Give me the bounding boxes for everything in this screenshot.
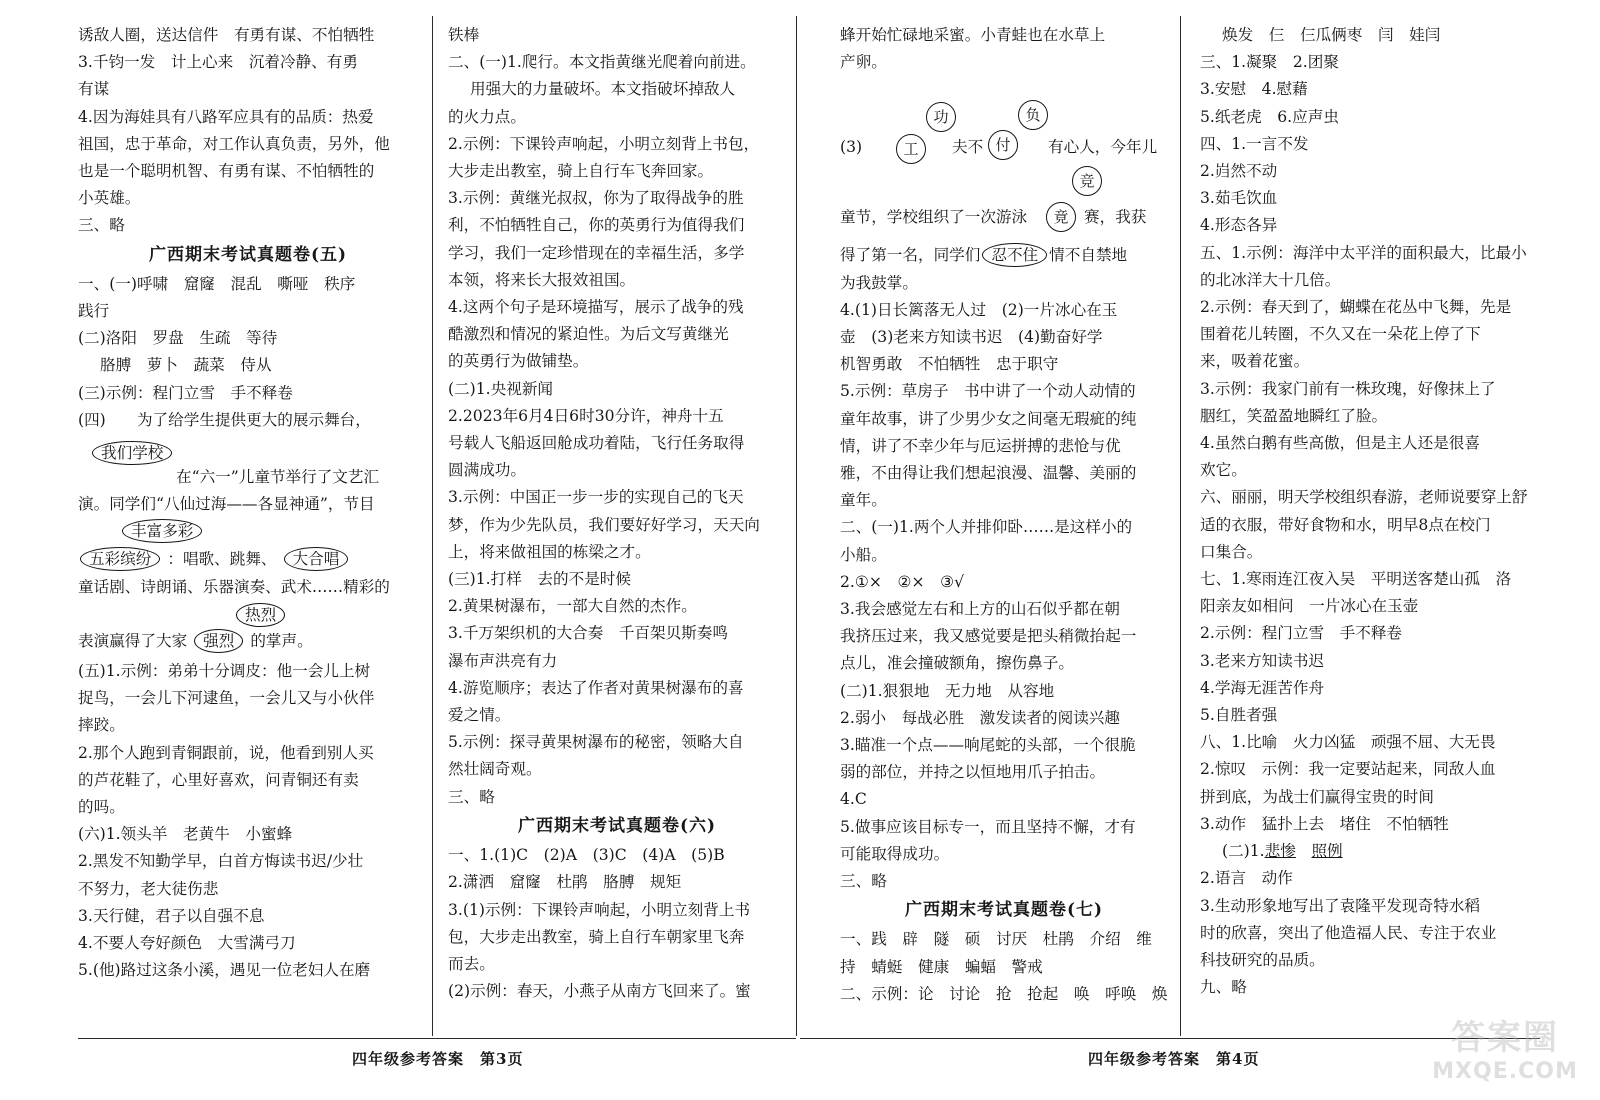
- answer-line: 4.因为海娃具有八路军应具有的品质：热爱: [78, 107, 374, 126]
- underlined-word-2: 照例: [1311, 842, 1343, 861]
- answer-line: 的北冰洋大十几倍。: [1200, 270, 1341, 289]
- answer-line: 而去。: [448, 954, 495, 973]
- bubble-cannot-help: 忍不住: [982, 243, 1047, 267]
- col2-block-b: [448, 842, 786, 1005]
- answer-line: 3.我会感觉左右和上方的山石似乎都在朝: [840, 600, 1120, 619]
- answer-line: 蜂开始忙碌地采蜜。小青蛙也在水草上: [840, 26, 1106, 44]
- answer-line: 利，不怕牺牲自己，你的英勇行为值得我们: [448, 216, 745, 235]
- answer-line: 我挤压过来，我又感觉要是把头稍微抬起一: [840, 627, 1137, 646]
- answer-line: 2.①× ②× ③√: [840, 572, 965, 591]
- answer-line: 的芦花鞋了，心里好喜欢，问青铜还有卖: [78, 770, 359, 789]
- answer-line: 5.做事应该目标专一，而且坚持不懈，才有: [840, 817, 1136, 836]
- diagram3-label: (3): [840, 138, 863, 157]
- answer-line: 学习，我们一定珍惜现在的幸福生活，多学: [448, 243, 745, 262]
- bottom-rule-right: [800, 1038, 1540, 1039]
- answer-line: 一、1.(1)C (2)A (3)C (4)A (5)B: [448, 846, 725, 865]
- answer-line: 口集合。: [1200, 542, 1263, 561]
- answer-line: 胳膊 萝卜 蔬菜 侍从: [100, 356, 272, 375]
- answer-line: (二)1.狠狠地 无力地 从容地: [840, 681, 1055, 700]
- exam-title-6: 广西期末考试真题卷(六): [517, 815, 717, 836]
- answer-line: 拼到底，为战士们赢得宝贵的时间: [1200, 787, 1434, 806]
- answer-line: 诱敌人圈，送达信件 有勇有谋、不怕牺牲: [78, 26, 375, 44]
- answer-line: 酷激烈和情况的紧迫性。为后文写黄继光: [448, 325, 729, 344]
- answer-line: 适的衣服，带好食物和水，明早8点在校门: [1200, 515, 1491, 534]
- answer-line: 童年故事，讲了少男少女之间毫无瑕疵的纯: [840, 409, 1137, 428]
- circle-jing-2: 竟: [1046, 202, 1076, 232]
- answer-column-3: [840, 22, 1168, 1008]
- answer-line: 二、(一)1.两个人并排仰卧……是这样小的: [840, 518, 1133, 537]
- diagram1-line3-tail: ：唱歌、跳舞、: [167, 550, 277, 569]
- answer-line: (三)1.打样 去的不是时候: [448, 570, 631, 589]
- answer-line: 雅，不由得让我们想起浪漫、温馨、美丽的: [840, 464, 1137, 483]
- answer-line: 点儿，准会撞破额角，擦伤鼻子。: [840, 654, 1074, 673]
- revision-diagram-1: [78, 434, 418, 602]
- center-fold-divider: [796, 16, 797, 1036]
- answer-line: 2.2023年6月4日6时30分许，神舟十五: [448, 406, 724, 425]
- diagram3-line3-head: 得了第一名，同学们: [840, 246, 981, 265]
- answer-line: 四、1.一言不发: [1200, 134, 1309, 153]
- exam-title-5: 广西期末考试真题卷(五): [148, 244, 348, 265]
- answer-line: (2)示例：春天，小燕子从南方飞回来了。蜜: [448, 982, 751, 1001]
- diagram3-tail1: 有心人，今年儿: [1048, 138, 1158, 157]
- answer-line: 的吗。: [78, 798, 125, 817]
- bubble-chorus: 大合唱: [284, 547, 349, 571]
- answer-line: 欢它。: [1200, 461, 1247, 480]
- answer-line: 来，吸着花蜜。: [1200, 352, 1310, 371]
- answer-line: 5.(他)路过这条小溪，遇见一位老妇人在磨: [78, 961, 371, 980]
- answer-line: 围着花儿转圈，不久又在一朵花上停了下: [1200, 325, 1481, 344]
- answer-line: (六)1.领头羊 老黄牛 小蜜蜂: [78, 825, 293, 844]
- column-divider-1: [432, 16, 433, 1036]
- underlined-line-head: (二)1.: [1222, 842, 1265, 861]
- bottom-rule-left: [78, 1038, 796, 1039]
- answer-line: 八、1.比喻 火力凶猛 顽强不屈、大无畏: [1200, 733, 1496, 752]
- circle-jing: 竞: [1072, 166, 1102, 196]
- answer-line: 2.语言 动作: [1200, 869, 1293, 888]
- answer-line: 2.那个人跑到青铜跟前，说，他看到别人买: [78, 743, 374, 762]
- answer-line: 胭红，笑盈盈地瞬红了脸。: [1200, 406, 1388, 425]
- answer-line: 号载人飞船返回舱成功着陆，飞行任务取得: [448, 434, 745, 453]
- revision-diagram-3: [840, 76, 1168, 242]
- answer-line: 也是一个聪明机智、有勇有谋、不怕牺牲的: [78, 162, 375, 181]
- diagram3-line3-tail: 情不自禁地: [1049, 246, 1128, 265]
- exam-title-7: 广西期末考试真题卷(七): [904, 900, 1104, 921]
- diagram3-mid: 夫不: [952, 138, 984, 157]
- answer-line: 铁棒: [448, 26, 480, 44]
- answer-line: 4.这两个句子是环境描写，展示了战争的残: [448, 298, 744, 317]
- answer-line: 小船。: [840, 545, 887, 564]
- answer-line: 壶 (3)老来方知读书迟 (4)勤奋好学: [840, 328, 1103, 347]
- answer-line: 2.示例：春天到了，蝴蝶在花丛中飞舞，先是: [1200, 298, 1512, 317]
- answer-line: 爱之情。: [448, 706, 511, 725]
- answer-line: 的火力点。: [448, 107, 526, 126]
- answer-line: 2.惊叹 示例：我一定要站起来，同敌人血: [1200, 760, 1496, 779]
- answer-line: 情，讲了不幸少年与厄运拼搏的悲怆与优: [840, 436, 1121, 455]
- answer-line: 2.示例：程门立雪 手不释卷: [1200, 624, 1403, 643]
- answer-line: 五、1.示例：海洋中太平洋的面积最大，比最小: [1200, 243, 1527, 262]
- answer-line: 本领，将来长大报效祖国。: [448, 270, 636, 289]
- answer-line: 用强大的力量破坏。本文指破坏掉敌人: [470, 80, 736, 99]
- answer-line: 可能取得成功。: [840, 844, 950, 863]
- answer-line: (三)示例：程门立雪 手不释卷: [78, 383, 293, 402]
- diagram3-line2-tail: 赛，我获: [1084, 208, 1147, 227]
- underlined-word-1: 悲惨: [1264, 842, 1296, 861]
- col4-block-a: [1200, 22, 1530, 838]
- answer-line: 三、1.凝聚 2.团聚: [1200, 53, 1339, 72]
- watermark-logo: [1430, 1010, 1580, 1090]
- answer-line: 3.千钧一发 计上心来 沉着冷静、有勇: [78, 53, 358, 72]
- answer-column-4: [1200, 22, 1530, 1001]
- circle-work: 工: [896, 134, 926, 164]
- answer-line: 4.游览顺序；表达了作者对黄果树瀑布的喜: [448, 678, 744, 697]
- answer-line: 3.安慰 4.慰藉: [1200, 80, 1308, 99]
- bubble-strong: 强烈: [194, 629, 243, 653]
- answer-line: 4.学海无涯苦作舟: [1200, 678, 1325, 697]
- col3-block-a: [840, 22, 1168, 76]
- underlined-answer-line: [1200, 838, 1530, 865]
- diagram3-line3: [840, 242, 1168, 269]
- answer-line: 九、略: [1200, 978, 1247, 997]
- bubble-rich-colorful: 丰富多彩: [122, 519, 202, 543]
- answer-line: 2.潇洒 窟窿 杜鹃 胳膊 规矩: [448, 873, 682, 892]
- section-omitted-2: 三、略: [448, 787, 495, 806]
- diagram3-line2-head: 童节，学校组织了一次游泳: [840, 208, 1028, 227]
- bubble-warm: 热烈: [236, 603, 285, 627]
- answer-line: 3.生动形象地写出了袁隆平发现奇特水稻: [1200, 896, 1480, 915]
- diagram1-line5-tail: 的掌声。: [250, 632, 313, 651]
- diagram1-line2: 演。同学们“八仙过海——各显神通”，节目: [78, 495, 375, 514]
- answer-line: 童年。: [840, 491, 887, 510]
- answer-line: 2.岿然不动: [1200, 162, 1278, 181]
- answer-line: 3.天行健，君子以自强不息: [78, 906, 265, 925]
- answer-column-1: [78, 22, 418, 984]
- answer-line: 弱的部位，并持之以恒地用爪子拍击。: [840, 763, 1106, 782]
- answer-line: 5.示例：探寻黄果树瀑布的秘密，领略大自: [448, 733, 744, 752]
- answer-line: 有谋: [78, 80, 110, 99]
- column-divider-3: [1180, 16, 1181, 1036]
- answer-line: 3.瞄准一个点——响尾蛇的头部，一个很脆: [840, 736, 1136, 755]
- answer-line: 梦，作为少先队员，我们要好好学习，天天向: [448, 515, 760, 534]
- answer-line: 2.弱小 每战必胜 激发读者的阅读兴趣: [840, 708, 1120, 727]
- col4-block-b: [1200, 865, 1530, 1001]
- col3-block-b: [840, 297, 1168, 868]
- answer-line: 践行: [78, 302, 110, 321]
- watermark-logo-text: 答案圈: [1451, 1018, 1559, 1058]
- answer-line: 机智勇敢 不怕牺牲 忠于职守: [840, 355, 1059, 374]
- answer-line: 3.茹毛饮血: [1200, 189, 1278, 208]
- answer-line: (二)1.央视新闻: [448, 379, 554, 398]
- answer-line: 3.示例：黄继光叔叔，你为了取得战争的胜: [448, 189, 744, 208]
- answer-line: 5.示例：草房子 书中讲了一个动人动情的: [840, 382, 1136, 401]
- answer-line: 3.示例：中国正一步一步的实现自己的飞天: [448, 488, 744, 507]
- answer-line: 包，大步走出教室，骑上自行车朝家里飞奔: [448, 927, 745, 946]
- diagram1-line4: 童话剧、诗朗诵、乐器演奏、武术……精彩的: [78, 578, 390, 597]
- answer-column-2: [448, 22, 786, 1005]
- answer-line: 祖国，忠于革命，对工作认真负责，另外，他: [78, 134, 390, 153]
- answer-line: 二、(一)1.爬行。本文指黄继光爬着向前进。: [448, 53, 756, 72]
- watermark-url: MXQE.COM: [1432, 1059, 1578, 1084]
- answer-line: 一、践 辟 隧 硕 讨厌 杜鹃 介绍 维: [840, 930, 1152, 949]
- answer-line: 一、(一)呼啸 窟窿 混乱 嘶哑 秩序: [78, 274, 356, 293]
- answer-line: 4.虽然白鹅有些高傲，但是主人还是很喜: [1200, 434, 1480, 453]
- answer-line: 六、丽丽，明天学校组织春游，老师说要穿上舒: [1200, 488, 1528, 507]
- footer-page-4: 四年级参考答案 第4页: [1088, 1050, 1260, 1068]
- answer-line: 时的欣喜，突出了他造福人民、专注于农业: [1200, 923, 1497, 942]
- section-omitted-3: 三、略: [840, 872, 887, 891]
- answer-line: 然壮阔奇观。: [448, 760, 542, 779]
- answer-line: 科技研究的品质。: [1200, 950, 1325, 969]
- answer-line: 4.C: [840, 790, 867, 809]
- answer-line: 二、示例：论 讨论 抢 抢起 唤 呼唤 焕: [840, 984, 1168, 1003]
- answer-line: (四) 为了给学生提供更大的展示舞台，: [78, 410, 371, 429]
- diagram3-line4: 为我鼓掌。: [840, 273, 918, 292]
- answer-line: (二)洛阳 罗盘 生疏 等待: [78, 329, 278, 348]
- answer-line: 2.示例：下课铃声响起，小明立刻背上书包，: [448, 134, 760, 153]
- bubble-five-colors: 五彩缤纷: [80, 547, 160, 571]
- answer-line: 阳亲友如相问 一片冰心在玉壶: [1200, 597, 1419, 616]
- answer-line: 5.纸老虎 6.应声虫: [1200, 107, 1339, 126]
- answer-line: 3.(1)示例：下课铃声响起，小明立刻背上书: [448, 900, 751, 919]
- circle-fu-2: 负: [1018, 100, 1048, 130]
- answer-line: 焕发 仨 仨瓜俩枣 闫 娃闫: [1222, 26, 1441, 44]
- answer-line: 5.自胜者强: [1200, 706, 1278, 725]
- answer-line: 七、1.寒雨连江夜入吴 平明送客楚山孤 洛: [1200, 570, 1512, 589]
- col1-block-c: [78, 658, 418, 984]
- answer-line: 2.黑发不知勤学早，白首方悔读书迟/少壮: [78, 852, 364, 871]
- answer-line: 4.不要人夸好颜色 大雪满弓刀: [78, 934, 296, 953]
- answer-line: 3.千万架织机的大合奏 千百架贝斯奏鸣: [448, 624, 728, 643]
- answer-line: 持 蜻蜓 健康 蝙蝠 警戒: [840, 957, 1043, 976]
- revision-diagram-1b: [78, 602, 418, 658]
- bubble-our-school: 我们学校: [92, 441, 172, 465]
- circle-gong: 功: [926, 102, 956, 132]
- answer-line: 4.形态各异: [1200, 216, 1278, 235]
- answer-line: 小英雄。: [78, 189, 141, 208]
- answer-line: 3.动作 猛扑上去 堵住 不怕牺牲: [1200, 814, 1449, 833]
- answer-line: 上，将来做祖国的栋梁之才。: [448, 542, 651, 561]
- section-omitted: 三、略: [78, 216, 125, 235]
- answer-line: 大步走出教室，骑上自行车飞奔回家。: [448, 162, 714, 181]
- col3-block-c: [840, 926, 1168, 1008]
- answer-line: 4.(1)日长篱落无人过 (2)一片冰心在玉: [840, 300, 1118, 319]
- diagram1-line5-head: 表演赢得了大家: [78, 632, 188, 651]
- answer-line: 产卵。: [840, 53, 887, 72]
- answer-line: 不努力，老大徒伤悲: [78, 879, 219, 898]
- footer-page-3: 四年级参考答案 第3页: [352, 1050, 524, 1068]
- col2-block-a: [448, 22, 786, 784]
- answer-line: 2.黄果树瀑布，一部大自然的杰作。: [448, 597, 697, 616]
- col1-block-b: [78, 271, 418, 434]
- answer-line: (五)1.示例：弟弟十分调皮：他一会儿上树: [78, 662, 371, 681]
- answer-line: 3.老来方知读书迟: [1200, 651, 1325, 670]
- answer-line: 捉鸟，一会儿下河逮鱼，一会儿又与小伙伴: [78, 689, 375, 708]
- answer-line: 圆满成功。: [448, 461, 526, 480]
- answer-line: 瀑布声洪亮有力: [448, 651, 558, 670]
- answer-line: 摔跤。: [78, 716, 125, 735]
- diagram1-line1: 在“六一”儿童节举行了文艺汇: [176, 468, 380, 487]
- circle-fu: 付: [988, 130, 1018, 160]
- col1-block-a: [78, 22, 418, 212]
- answer-line: 3.示例：我家门前有一株玫瑰，好像抹上了: [1200, 379, 1496, 398]
- answer-line: 的英勇行为做铺垫。: [448, 352, 589, 371]
